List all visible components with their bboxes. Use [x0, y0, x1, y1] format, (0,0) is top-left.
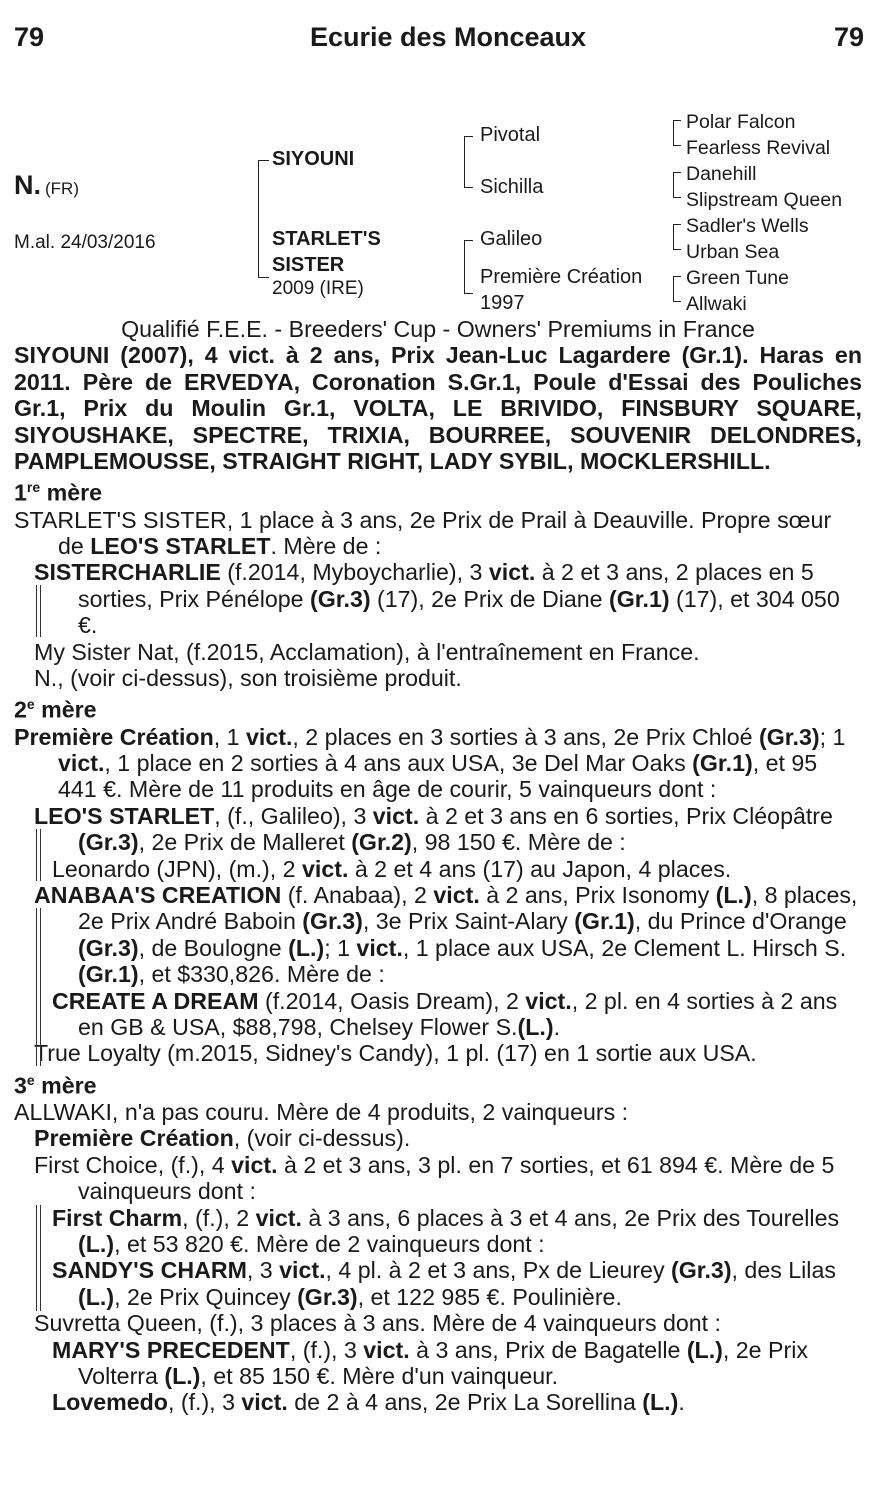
indent-bar	[36, 908, 41, 1066]
produce-entry: Leonardo (JPN), (m.), 2 vict. à 2 et 4 ans (17) au Japon, 4 places.	[52, 855, 732, 882]
gen2-sire-dam: Sichilla	[480, 176, 544, 198]
gen3-item: Green Tune	[686, 267, 789, 289]
produce-entry: Première Création, (voir ci-dessus).	[34, 1125, 411, 1152]
bracket-line	[673, 172, 681, 198]
gen3-item: Slipstream Queen	[686, 189, 843, 211]
gen2-dam-dam: Première Création	[480, 266, 643, 288]
produce-entry: N., (voir ci-dessus), son troisième produit.	[34, 665, 462, 692]
produce-entry: Suvretta Queen, (f.), 3 places à 3 ans. Mère de 4 vainqueurs dont :	[34, 1310, 721, 1337]
produce-entry: SANDY'S CHARM, 3 vict., 4 pl. à 2 et 3 ans, Px de Lieurey (Gr.3), des Lilas (L.), 2e Prix Quincey (Gr.3), et 122 985 €. Poulinière.	[52, 1257, 836, 1310]
produce-entry: CREATE A DREAM (f.2014, Oasis Dream), 2 vict., 2 pl. en 4 sorties à 2 ans en GB & USA, $88,798, Chelsey Flower S.(L.).	[52, 987, 838, 1041]
produce-entry: Lovemedo, (f.), 3 vict. de 2 à 4 ans, 2e Prix La Sorellina (L.).	[52, 1389, 685, 1416]
section-heading: 1re mère	[14, 479, 103, 507]
produce-entry: ANABAA'S CREATION (f. Anabaa), 2 vict. à 2 ans, Prix Isonomy (L.), 8 places, 2e Prix André Baboin (Gr.3), 3e Prix Saint-Alary (Gr.1), du Prince d'Orange (Gr.3), de Boulogne (L.); 1 vict., 1 place aux USA, 2e Clement L. Hirsch S.(Gr.1), et $330,826. Mère de :	[34, 882, 858, 988]
produce-entry: First Charm, (f.), 2 vict. à 3 ans, 6 places à 3 et 4 ans, 2e Prix des Tourelles (L.), et 53 820 €. Mère de 2 vainqueurs dont :	[52, 1204, 840, 1258]
lot-number-right: 79	[833, 22, 864, 52]
dam-name: STARLET'S SISTER	[272, 228, 381, 276]
produce-group	[14, 882, 862, 1040]
bracket-line	[673, 276, 681, 302]
sire-name: SIYOUNI	[272, 148, 355, 170]
horse-name: N. (FR)	[14, 170, 79, 200]
gen2-dam-dam-year: 1997	[480, 292, 525, 314]
dam-entry: ALLWAKI, n'a pas couru. Mère de 4 produits, 2 vainqueurs :	[14, 1098, 629, 1125]
produce-entry: My Sister Nat, (f.2015, Acclamation), à l'entraînement en France.	[34, 638, 700, 665]
gen3-item: Danehill	[686, 163, 757, 185]
produce-entry: SISTERCHARLIE (f.2014, Myboycharlie), 3 vict. à 2 et 3 ans, 2 places en 5 sorties, Prix Pénélope (Gr.3) (17), 2e Prix de Diane (Gr.1) (17), et 304 050 €.	[34, 559, 840, 639]
produce-group	[14, 803, 862, 882]
dam-info: 2009 (IRE)	[272, 278, 364, 299]
dam-entry: STARLET'S SISTER, 1 place à 3 ans, 2e Prix de Prail à Deauville. Propre sœur de LEO'S STARLET. Mère de :	[14, 506, 832, 559]
produce-entry: True Loyalty (m.2015, Sidney's Candy), 1 pl. (17) en 1 sortie aux USA.	[34, 1040, 757, 1067]
gen2-dam-sire: Galileo	[480, 228, 543, 250]
indent-bar	[36, 1205, 41, 1311]
gen3-item: Fearless Revival	[686, 137, 831, 159]
produce-entry: LEO'S STARLET, (f., Galileo), 3 vict. à 2 et 3 ans en 6 sorties, Prix Cléopâtre (Gr.3), 2e Prix de Malleret (Gr.2), 98 150 €. Mère de :	[34, 802, 833, 856]
indent-bar	[36, 829, 41, 881]
sire-note: SIYOUNI (2007), 4 vict. à 2 ans, Prix Jean-Luc Lagardere (Gr.1). Haras en 2011. Père de ERVEDYA, Coronation S.Gr.1, Poule d'Essai des Pouliches Gr.1, Prix du Moulin Gr.1, VOLTA, LE BRIVIDO, FINSBURY SQUARE, SIYOUSHAKE, SPECTRE, TRIXIA, BOURREE, SOUVENIR DELONDRES, PAMPLEMOUSSE, STRAIGHT RIGHT, LADY SYBIL, MOCKLERSHILL.	[14, 342, 862, 475]
indent-bar	[36, 585, 41, 637]
gen3-item: Polar Falcon	[686, 111, 796, 133]
bracket-line	[673, 120, 681, 146]
bracket-line	[673, 224, 681, 250]
gen3-item: Sadler's Wells	[686, 215, 809, 237]
bracket-line	[258, 160, 269, 278]
page-header	[0, 22, 896, 58]
gen3-item: Urban Sea	[686, 241, 780, 263]
pedigree-table	[0, 108, 896, 318]
produce-group	[14, 559, 862, 638]
bracket-line	[464, 136, 473, 188]
gen2-sire-sire: Pivotal	[480, 124, 541, 146]
lot-number-left: 79	[14, 22, 45, 52]
consignor-title: Ecurie des Monceaux	[309, 22, 587, 52]
produce-group	[14, 1205, 862, 1311]
catalogue-text	[14, 316, 862, 1416]
bracket-line	[464, 240, 473, 294]
qualification-line: Qualifié F.E.E. - Breeders' Cup - Owners' Premiums in France	[121, 316, 755, 342]
section-heading: 2e mère	[14, 696, 97, 724]
produce-entry: First Choice, (f.), 4 vict. à 2 et 3 ans, 3 pl. en 7 sorties, et 61 894 €. Mère de 5 vainqueurs dont :	[34, 1151, 835, 1205]
gen3-item: Allwaki	[686, 293, 747, 315]
section-heading: 3e mère	[14, 1071, 97, 1099]
produce-entry: MARY'S PRECEDENT, (f.), 3 vict. à 3 ans, Prix de Bagatelle (L.), 2e Prix Volterra (L.), et 85 150 €. Mère d'un vainqueur.	[52, 1336, 808, 1390]
dam-entry: Première Création, 1 vict., 2 places en 3 sorties à 3 ans, 2e Prix Chloé (Gr.3); 1 vict., 1 place en 2 sorties à 4 ans aux USA, 3e Del Mar Oaks (Gr.1), et 95 441 €. Mère de 11 produits en âge de courir, 5 vainqueurs dont :	[14, 723, 846, 803]
horse-info: M.al. 24/03/2016	[14, 232, 156, 253]
